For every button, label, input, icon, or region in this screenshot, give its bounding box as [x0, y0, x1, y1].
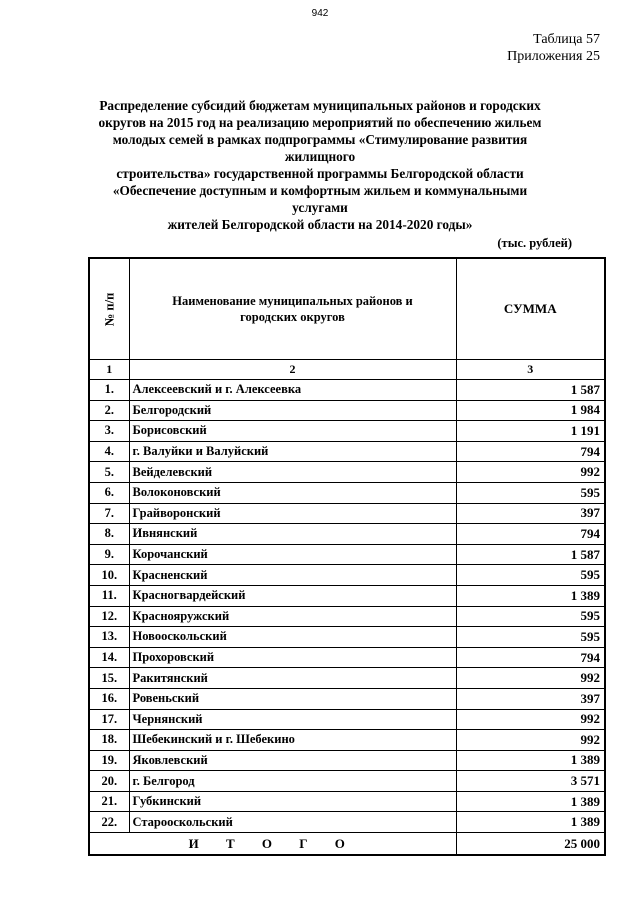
row-number: 1.	[89, 380, 129, 401]
row-number: 8.	[89, 524, 129, 545]
row-sum: 595	[456, 565, 605, 586]
table-row	[89, 482, 605, 503]
row-number: 9.	[89, 544, 129, 565]
title-line: округов на 2015 год на реализацию мероприятий по обеспечению жильем	[98, 115, 542, 130]
table-row	[89, 627, 605, 648]
row-number: 13.	[89, 627, 129, 648]
title-line: Распределение субсидий бюджетам муниципальных районов и городских	[99, 98, 541, 113]
row-number: 7.	[89, 503, 129, 524]
row-number: 22.	[89, 812, 129, 833]
row-sum: 595	[456, 606, 605, 627]
table-row	[89, 771, 605, 792]
row-number: 3.	[89, 421, 129, 442]
row-sum: 794	[456, 647, 605, 668]
table-row	[89, 730, 605, 751]
row-sum: 1 587	[456, 380, 605, 401]
row-name: Волоконовский	[129, 482, 456, 503]
row-name: Борисовский	[129, 421, 456, 442]
row-sum: 794	[456, 524, 605, 545]
total-sum: 25 000	[456, 833, 605, 856]
row-name: Прохоровский	[129, 647, 456, 668]
row-name: Краснояружский	[129, 606, 456, 627]
row-number: 5.	[89, 462, 129, 483]
row-number: 4.	[89, 441, 129, 462]
row-sum: 992	[456, 709, 605, 730]
row-name: Белгородский	[129, 400, 456, 421]
row-number: 12.	[89, 606, 129, 627]
row-sum: 992	[456, 668, 605, 689]
table-row	[89, 709, 605, 730]
table-row	[89, 750, 605, 771]
table-row	[89, 441, 605, 462]
row-sum: 397	[456, 503, 605, 524]
row-name: Яковлевский	[129, 750, 456, 771]
row-name: Алексеевский и г. Алексеевка	[129, 380, 456, 401]
row-number: 18.	[89, 730, 129, 751]
column-index: 3	[456, 360, 605, 380]
row-sum: 1 587	[456, 544, 605, 565]
row-number: 15.	[89, 668, 129, 689]
row-sum: 1 389	[456, 585, 605, 606]
row-name: Грайворонский	[129, 503, 456, 524]
row-name: Корочанский	[129, 544, 456, 565]
row-number: 21.	[89, 791, 129, 812]
header-number-label: № п/п	[102, 292, 117, 326]
row-sum: 794	[456, 441, 605, 462]
row-number: 17.	[89, 709, 129, 730]
table-row	[89, 503, 605, 524]
row-number: 14.	[89, 647, 129, 668]
row-name: Чернянский	[129, 709, 456, 730]
table-row	[89, 688, 605, 709]
row-name: Вейделевский	[129, 462, 456, 483]
table-row	[89, 400, 605, 421]
table-label: Таблица 57	[533, 32, 600, 47]
row-name: г. Белгород	[129, 771, 456, 792]
column-index: 2	[129, 360, 456, 380]
table-row	[89, 544, 605, 565]
title-line: жителей Белгородской области на 2014-2020 годы»	[167, 217, 473, 232]
row-sum: 595	[456, 627, 605, 648]
row-name: Шебекинский и г. Шебекино	[129, 730, 456, 751]
table-reference	[507, 31, 600, 65]
header-number	[89, 258, 129, 360]
row-name: Красногвардейский	[129, 585, 456, 606]
header-name: Наименование муниципальных районов и городских округов	[129, 258, 456, 360]
appendix-label: Приложения 25	[507, 49, 600, 64]
table-header-row	[89, 258, 605, 360]
header-sum: СУММА	[456, 258, 605, 360]
subsidy-table	[88, 257, 606, 856]
total-label: И Т О Г О	[89, 833, 456, 856]
row-name: Красненский	[129, 565, 456, 586]
row-number: 6.	[89, 482, 129, 503]
row-name: г. Валуйки и Валуйский	[129, 441, 456, 462]
row-number: 16.	[89, 688, 129, 709]
row-sum: 1 389	[456, 750, 605, 771]
units-label: (тыс. рублей)	[497, 236, 572, 250]
table-row	[89, 812, 605, 833]
row-name: Новооскольский	[129, 627, 456, 648]
row-name: Старооскольский	[129, 812, 456, 833]
row-sum: 1 984	[456, 400, 605, 421]
row-sum: 1 191	[456, 421, 605, 442]
title-line: «Обеспечение доступным и комфортным жильем и коммунальными услугами	[112, 183, 528, 215]
row-number: 2.	[89, 400, 129, 421]
row-number: 20.	[89, 771, 129, 792]
row-sum: 1 389	[456, 812, 605, 833]
document-title	[90, 97, 550, 233]
table-row	[89, 791, 605, 812]
row-name: Ивнянский	[129, 524, 456, 545]
column-index-row	[89, 360, 605, 380]
row-number: 10.	[89, 565, 129, 586]
row-number: 19.	[89, 750, 129, 771]
table-row	[89, 462, 605, 483]
row-sum: 992	[456, 730, 605, 751]
table-row	[89, 380, 605, 401]
row-sum: 3 571	[456, 771, 605, 792]
row-sum: 595	[456, 482, 605, 503]
total-row	[89, 833, 605, 856]
row-sum: 992	[456, 462, 605, 483]
table-row	[89, 606, 605, 627]
row-name: Губкинский	[129, 791, 456, 812]
table-row	[89, 647, 605, 668]
row-name: Ракитянский	[129, 668, 456, 689]
row-sum: 1 389	[456, 791, 605, 812]
table-row	[89, 421, 605, 442]
column-index: 1	[89, 360, 129, 380]
row-sum: 397	[456, 688, 605, 709]
row-number: 11.	[89, 585, 129, 606]
table-row	[89, 524, 605, 545]
page-number: 942	[311, 8, 329, 19]
title-line: молодых семей в рамках подпрограммы «Стимулирование развития жилищного	[112, 132, 528, 164]
row-name: Ровеньский	[129, 688, 456, 709]
table-row	[89, 668, 605, 689]
title-line: строительства» государственной программы Белгородской области	[116, 166, 524, 181]
table-row	[89, 585, 605, 606]
table-row	[89, 565, 605, 586]
